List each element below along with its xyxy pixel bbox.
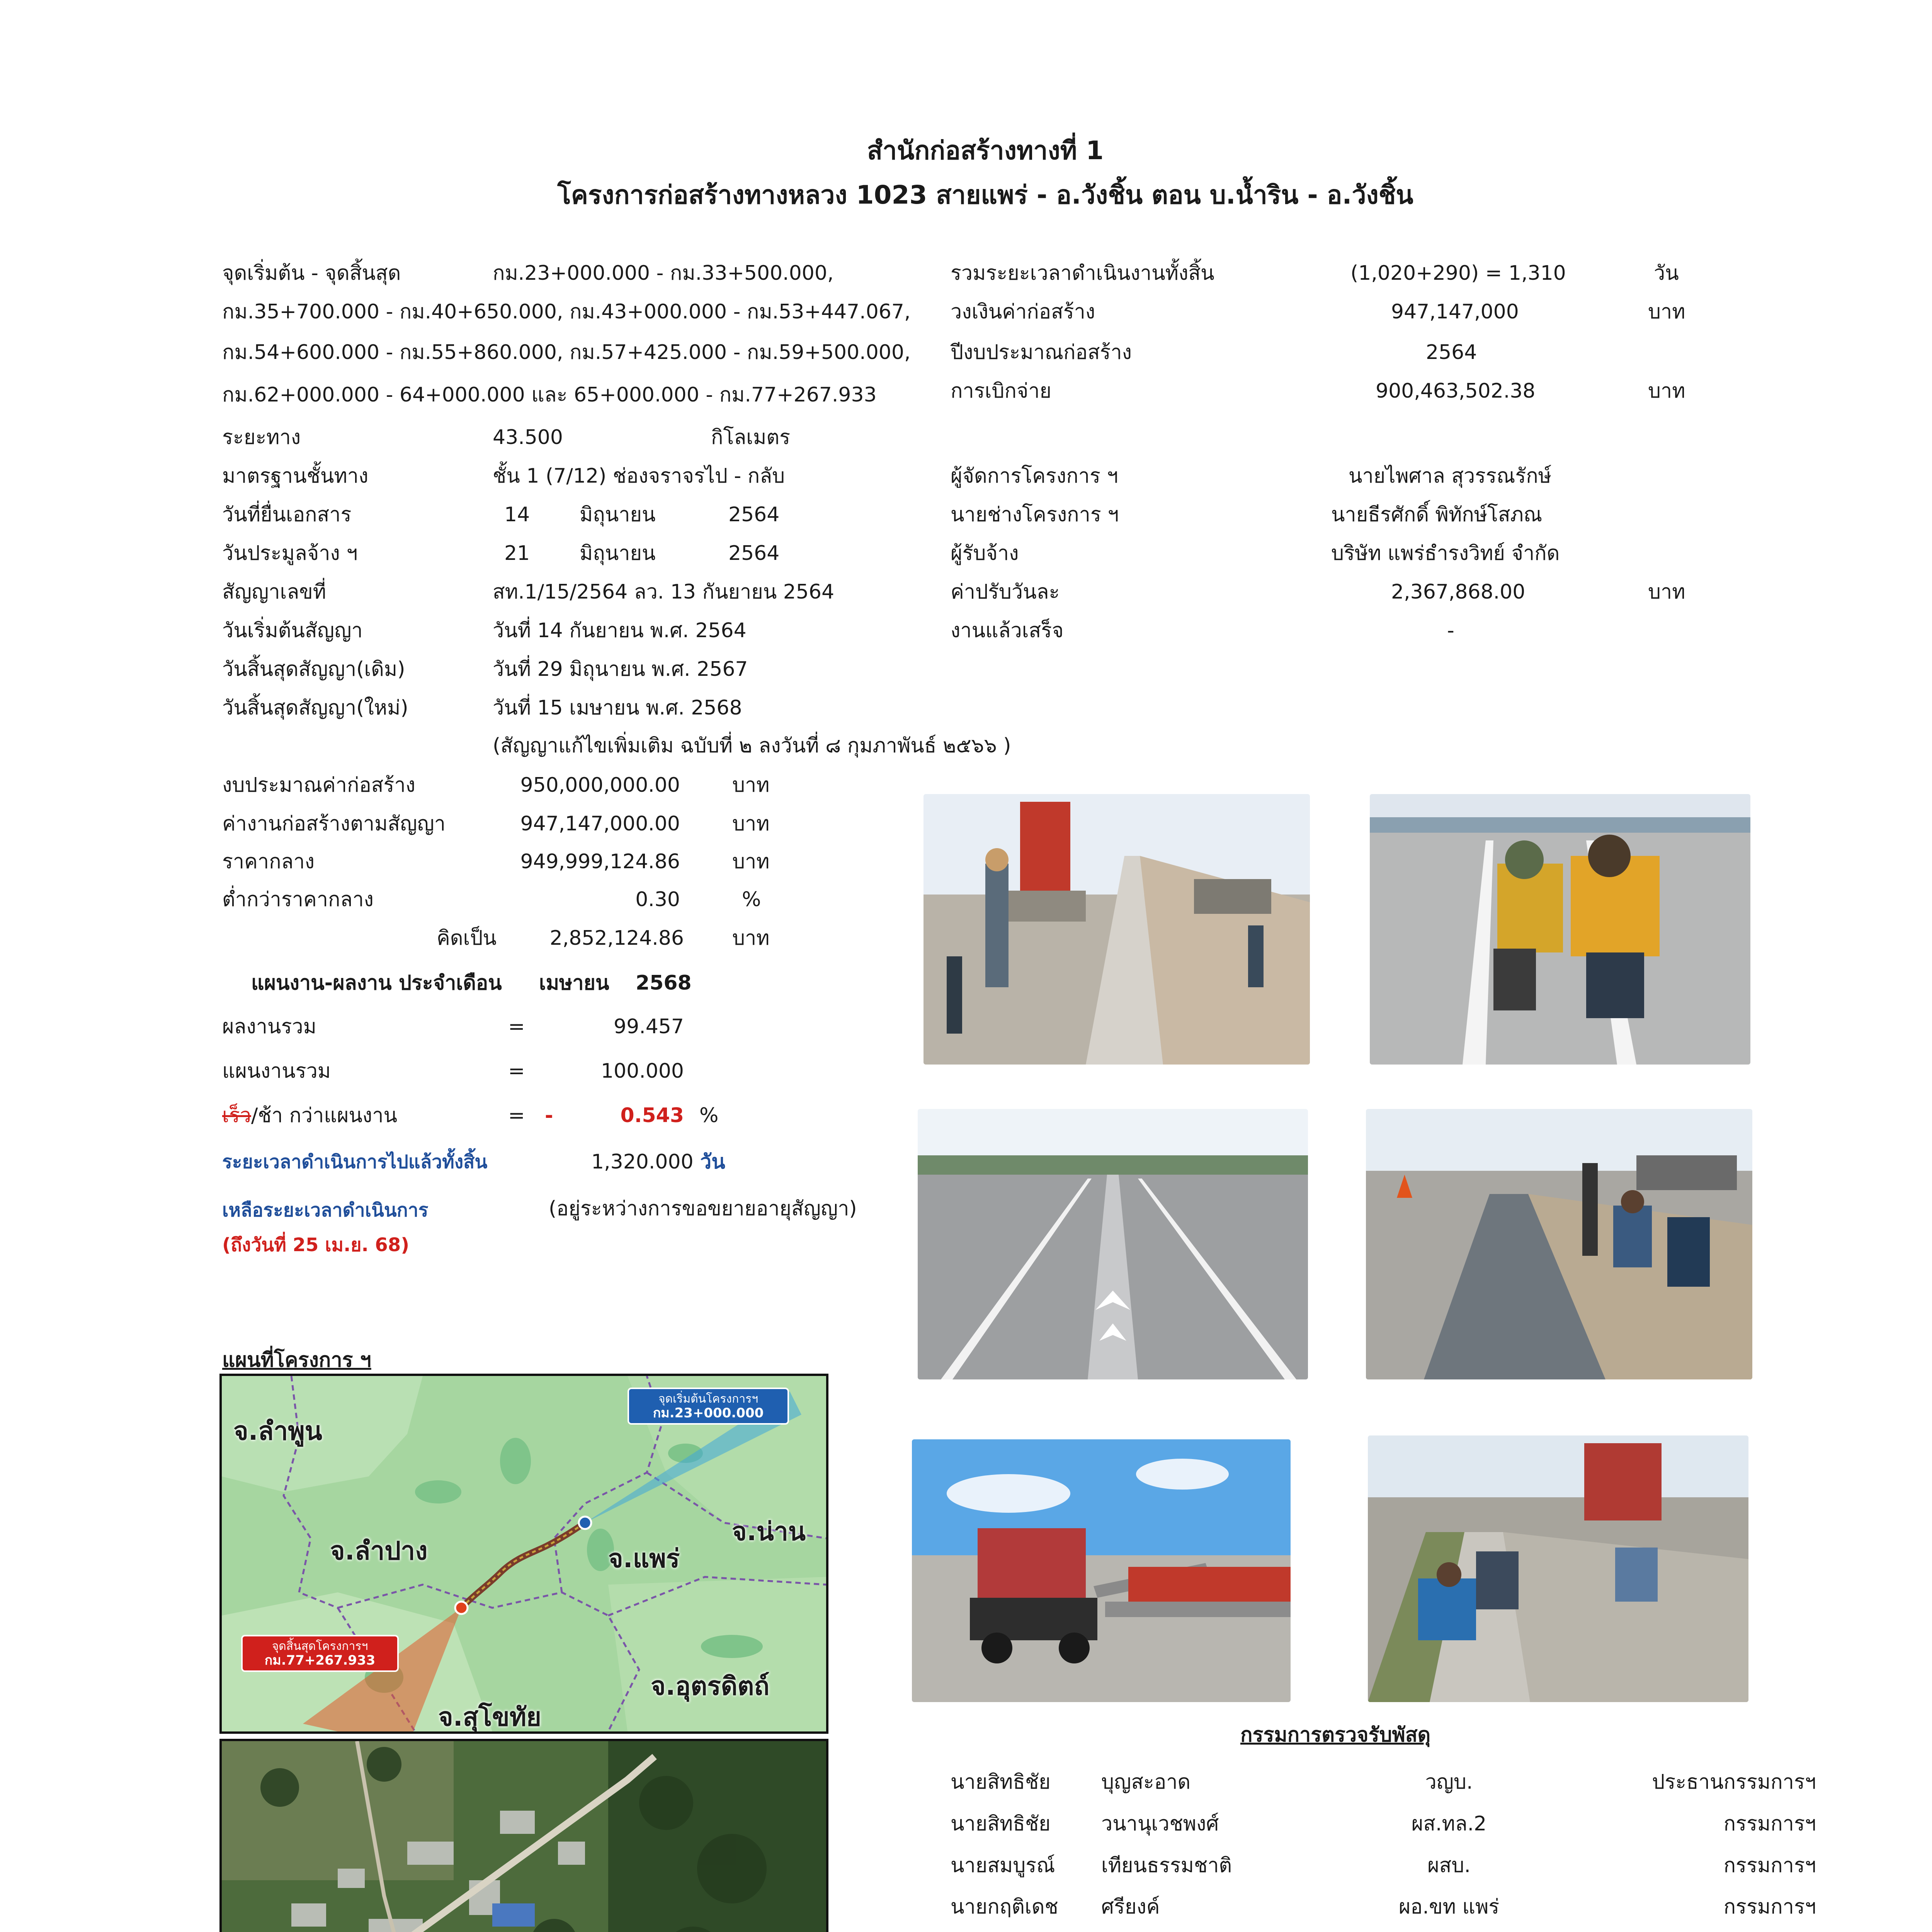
photo-concrete-truck — [912, 1439, 1291, 1702]
contractor-label: ผู้รับจ้าง — [951, 542, 1019, 565]
budget-median-label: ราคากลาง — [222, 850, 315, 873]
photo-paving-blocks — [1366, 1109, 1752, 1379]
diff-unit: % — [699, 1104, 719, 1127]
elapsed-unit: วัน — [700, 1150, 725, 1173]
total-time-unit: วัน — [1654, 262, 1679, 285]
submit-year: 2564 — [728, 503, 780, 526]
committee-position: ผอ.ขท แพร่ — [1398, 1895, 1500, 1918]
satellite-map-graphic — [222, 1741, 826, 1932]
range-line-1: กม.23+000.000 - กม.33+500.000, — [493, 262, 834, 285]
range-line-2: กม.35+700.000 - กม.40+650.000, กม.43+000.000 - กม.53+447.067, — [222, 300, 911, 323]
budget-contract-value: 947,147,000.00 — [520, 812, 680, 835]
budget-below-label: ต่ำกว่าราคากลาง — [222, 888, 374, 911]
budget-equiv-value: 2,852,124.86 — [549, 927, 684, 950]
done-label: งานแล้วเสร็จ — [951, 619, 1064, 642]
committee-last-name: วนานุเวชพงศ์ — [1101, 1812, 1219, 1835]
committee-last-name: บุญสะอาด — [1101, 1770, 1191, 1794]
start-value: วันที่ 14 กันยายน พ.ศ. 2564 — [493, 619, 747, 642]
start-point-km: กม.23+000.000 — [653, 1405, 764, 1421]
province-map — [219, 1374, 828, 1734]
bid-year: 2564 — [728, 542, 780, 565]
manager-value: นายไพศาล สุวรรณรักษ์ — [1349, 464, 1551, 488]
province-label-nan: จ.น่าน — [732, 1517, 806, 1546]
province-label-lampang: จ.ลำปาง — [330, 1536, 428, 1566]
total-time-value: (1,020+290) = 1,310 — [1350, 262, 1566, 285]
committee-role: กรรมการฯ — [1723, 1895, 1816, 1918]
committee-last-name: ศรียงค์ — [1101, 1895, 1160, 1918]
bid-label: วันประมูลจ้าง ฯ — [222, 542, 358, 565]
photo-finished-road-graphic — [918, 1109, 1308, 1379]
elapsed-label: ระยะเวลาดำเนินการไปแล้วทั้งสิ้น — [222, 1151, 488, 1173]
disburse-label: การเบิกจ่าย — [951, 379, 1052, 403]
disburse-value: 900,463,502.38 — [1376, 379, 1536, 403]
diff-rest: /ช้า กว่าแผนงาน — [251, 1104, 397, 1127]
fine-value: 2,367,868.00 — [1391, 580, 1526, 604]
done-value: - — [1447, 619, 1454, 642]
province-label-phrae: จ.แพร่ — [608, 1544, 680, 1573]
result-value: 99.457 — [614, 1015, 684, 1038]
committee-first-name: นายสิทธิชัย — [951, 1812, 1051, 1835]
committee-position: ผสบ. — [1427, 1854, 1471, 1877]
budget-contract-label: ค่างานก่อสร้างตามสัญญา — [222, 812, 446, 835]
committee-last-name: เทียนธรรมชาติ — [1101, 1854, 1232, 1877]
photo-concrete-truck-graphic — [912, 1439, 1291, 1702]
plan-eq: = — [508, 1060, 525, 1083]
photo-concrete-finishing — [1368, 1435, 1748, 1702]
committee-first-name: นายกฤติเดช — [951, 1895, 1058, 1918]
distance-unit: กิโลเมตร — [711, 426, 791, 449]
photo-paving-blocks-graphic — [1366, 1109, 1752, 1379]
budget-median-value: 949,999,124.86 — [520, 850, 680, 873]
fine-label: ค่าปรับวันละ — [951, 580, 1060, 604]
committee-position: วญบ. — [1425, 1770, 1473, 1794]
progress-heading: แผนงาน-ผลงาน ประจำเดือน — [251, 971, 502, 995]
engineer-value: นายธีรศักดิ์ พิทักษ์โสภณ — [1331, 503, 1543, 526]
budget-median-unit: บาท — [732, 850, 770, 873]
progress-month: เมษายน — [539, 971, 609, 995]
total-time-label: รวมระยะเวลาดำเนินงานทั้งสิ้น — [951, 262, 1214, 285]
province-label-uttaradit: จ.อุตรดิตถ์ — [651, 1671, 770, 1701]
photo-curb-construction — [923, 794, 1310, 1065]
budget-equiv-label: คิดเป็น — [437, 927, 497, 950]
committee-role: กรรมการฯ — [1723, 1812, 1816, 1835]
diff-value: 0.543 — [620, 1104, 684, 1127]
disburse-unit: บาท — [1648, 379, 1685, 403]
province-label-lamphun: จ.ลำพูน — [233, 1416, 322, 1446]
amount-label: วงเงินค่าก่อสร้าง — [951, 300, 1095, 323]
province-label-sukhothai: จ.สุโขทัย — [438, 1702, 541, 1732]
progress-year: 2568 — [636, 971, 692, 995]
bid-day: 21 — [504, 542, 530, 565]
result-eq: = — [508, 1015, 525, 1038]
amount-unit: บาท — [1648, 300, 1685, 323]
submit-month: มิถุนายน — [580, 503, 656, 526]
engineer-label: นายช่างโครงการ ฯ — [951, 503, 1119, 526]
result-label: ผลงานรวม — [222, 1015, 316, 1038]
satellite-map — [219, 1739, 828, 1932]
remain-label: เหลือระยะเวลาดำเนินการ — [222, 1199, 429, 1221]
submit-label: วันที่ยื่นเอกสาร — [222, 503, 352, 526]
diff-label — [222, 1103, 397, 1128]
fine-unit: บาท — [1648, 580, 1685, 604]
committee-first-name: นายสิทธิชัย — [951, 1770, 1051, 1794]
fiscal-value: 2564 — [1426, 341, 1477, 364]
submit-day: 14 — [504, 503, 530, 526]
end-point-title: จุดสิ้นสุดโครงการฯ — [272, 1639, 368, 1653]
elapsed-value: 1,320.000 — [591, 1150, 694, 1173]
end-point-callout — [241, 1635, 399, 1672]
bid-month: มิถุนายน — [580, 542, 656, 565]
range-label: จุดเริ่มต้น - จุดสิ้นสุด — [222, 262, 401, 285]
budget-equiv-unit: บาท — [732, 927, 770, 950]
amend-note: (สัญญาแก้ไขเพิ่มเติม ฉบับที่ ๒ ลงวันที่ ๘ กุมภาพันธ์ ๒๕๖๖ ) — [493, 734, 1011, 757]
contractor-value: บริษัท แพร่ธำรงวิทย์ จำกัด — [1331, 542, 1560, 565]
end-new-label: วันสิ้นสุดสัญญา(ใหม่) — [222, 696, 408, 719]
budget-est-value: 950,000,000.00 — [520, 774, 680, 797]
photo-concrete-finishing-graphic — [1368, 1435, 1748, 1702]
start-point-callout — [628, 1388, 789, 1425]
plan-value: 100.000 — [600, 1060, 684, 1083]
budget-below-unit: % — [742, 888, 761, 911]
budget-contract-unit: บาท — [732, 812, 770, 835]
photo-road-marking-graphic — [1370, 794, 1750, 1065]
end-new-value: วันที่ 15 เมษายน พ.ศ. 2568 — [493, 696, 742, 719]
fiscal-label: ปีงบประมาณก่อสร้าง — [951, 341, 1132, 364]
distance-label: ระยะทาง — [222, 426, 301, 449]
start-label: วันเริ่มต้นสัญญา — [222, 619, 363, 642]
photo-road-marking — [1370, 794, 1750, 1065]
contract-value: สท.1/15/2564 ลว. 13 กันยายน 2564 — [493, 580, 835, 604]
contract-label: สัญญาเลขที่ — [222, 580, 327, 604]
office-title: สำนักก่อสร้างทางที่ 1 — [867, 136, 1104, 165]
committee-position: ผส.ทล.2 — [1411, 1812, 1487, 1835]
budget-below-value: 0.30 — [635, 888, 680, 911]
committee-role: กรรมการฯ — [1723, 1854, 1816, 1877]
amount-value: 947,147,000 — [1391, 300, 1519, 323]
map-heading: แผนที่โครงการ ฯ — [222, 1349, 371, 1372]
plan-label: แผนงานรวม — [222, 1060, 331, 1083]
as-of-date: (ถึงวันที่ 25 เม.ย. 68) — [222, 1234, 410, 1256]
photo-finished-road — [918, 1109, 1308, 1379]
start-point-title: จุดเริ่มต้นโครงการฯ — [658, 1392, 759, 1406]
committee-role: ประธานกรรมการฯ — [1652, 1770, 1816, 1794]
diff-eq: = — [508, 1104, 525, 1127]
end-old-label: วันสิ้นสุดสัญญา(เดิม) — [222, 658, 405, 681]
range-line-4: กม.62+000.000 - 64+000.000 และ 65+000.000 - กม.77+267.933 — [222, 383, 877, 406]
standard-value: ชั้น 1 (7/12) ช่องจราจรไป - กลับ — [493, 464, 785, 488]
project-title: โครงการก่อสร้างทางหลวง 1023 สายแพร่ - อ.วังชิ้น ตอน บ.น้ำริน - อ.วังชิ้น — [557, 180, 1413, 210]
committee-heading: กรรมการตรวจรับพัสดุ — [1240, 1723, 1431, 1747]
manager-label: ผู้จัดการโครงการ ฯ — [951, 464, 1118, 488]
diff-sign: - — [545, 1104, 553, 1127]
budget-est-unit: บาท — [732, 774, 770, 797]
remain-value: (อยู่ระหว่างการขอขยายอายุสัญญา) — [549, 1197, 857, 1220]
budget-est-label: งบประมาณค่าก่อสร้าง — [222, 774, 415, 797]
diff-fast-struck: เร็ว — [222, 1104, 251, 1127]
standard-label: มาตรฐานชั้นทาง — [222, 464, 369, 488]
range-line-3: กม.54+600.000 - กม.55+860.000, กม.57+425.000 - กม.59+500.000, — [222, 341, 911, 364]
committee-first-name: นายสมบูรณ์ — [951, 1854, 1055, 1877]
photo-curb-construction-graphic — [923, 794, 1310, 1065]
end-old-value: วันที่ 29 มิถุนายน พ.ศ. 2567 — [493, 658, 748, 681]
end-point-km: กม.77+267.933 — [264, 1653, 376, 1668]
distance-value: 43.500 — [493, 426, 563, 449]
